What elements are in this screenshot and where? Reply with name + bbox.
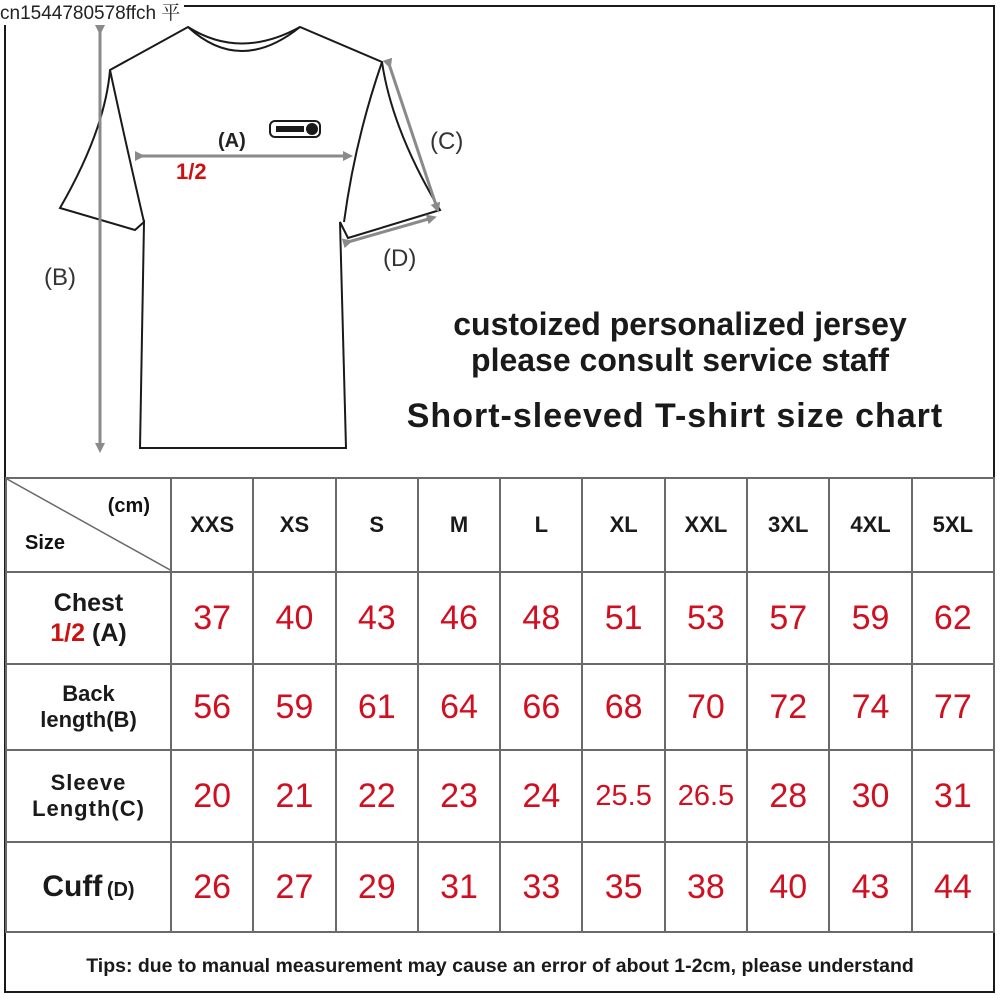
corner-diagonal (7, 479, 172, 571)
unit-label: (cm) (107, 495, 150, 517)
row-label-line: Chest (53, 589, 124, 617)
table-cell: 40 (253, 572, 335, 664)
row-label-half: 1/2 (50, 619, 86, 647)
table-cell: 26 (171, 842, 253, 932)
table-cell: 29 (336, 842, 418, 932)
row-label-cuff (6, 842, 171, 932)
heading-line-1: custoized personalized jersey (453, 306, 907, 342)
size-header-row (6, 478, 994, 572)
table-cell: 46 (418, 572, 500, 664)
chart-title: Short-sleeved T-shirt size chart (406, 397, 944, 435)
table-cell: 30 (829, 750, 911, 842)
size-5xl: 5XL (912, 478, 994, 572)
label-d: (D) (383, 245, 417, 272)
size-4xl: 4XL (829, 478, 911, 572)
table-cell: 26.5 (665, 750, 747, 842)
label-half: 1/2 (176, 159, 207, 184)
size-3xl: 3XL (747, 478, 829, 572)
row-label-sleeve-length (6, 750, 171, 842)
table-cell: 61 (336, 664, 418, 750)
size-s: S (336, 478, 418, 572)
table-row-back-length (6, 664, 994, 750)
table-cell: 27 (253, 842, 335, 932)
table-row-sleeve-length (6, 750, 994, 842)
table-cell: 22 (336, 750, 418, 842)
table-cell: 59 (829, 572, 911, 664)
table-cell: 66 (500, 664, 582, 750)
table-cell: 23 (418, 750, 500, 842)
corner-cell (6, 478, 171, 572)
table-cell: 59 (253, 664, 335, 750)
table-cell: 44 (912, 842, 994, 932)
table-cell: 72 (747, 664, 829, 750)
size-l: L (500, 478, 582, 572)
size-xxl: XXL (665, 478, 747, 572)
size-label: Size (25, 532, 66, 554)
table-cell: 35 (582, 842, 664, 932)
table-cell: 21 (253, 750, 335, 842)
row-label-line: Back (62, 680, 115, 706)
row-label-line: Sleeve (50, 769, 127, 795)
watermark-text: cn1544780578ffch 平 (0, 0, 184, 25)
size-xxs: XXS (171, 478, 253, 572)
table-cell: 62 (912, 572, 994, 664)
table-cell: 77 (912, 664, 994, 750)
logo-icon (270, 121, 320, 137)
table-cell: 51 (582, 572, 664, 664)
table-cell: 25.5 (582, 750, 664, 842)
table-row-cuff (6, 842, 994, 932)
size-xs: XS (253, 478, 335, 572)
label-b: (B) (44, 264, 76, 291)
table-cell: 31 (418, 842, 500, 932)
label-c: (C) (430, 128, 464, 155)
table-cell: 33 (500, 842, 582, 932)
table-cell: 64 (418, 664, 500, 750)
row-label-line: Length(C) (32, 796, 145, 821)
table-cell: 53 (665, 572, 747, 664)
table-cell: 74 (829, 664, 911, 750)
size-m: M (418, 478, 500, 572)
tshirt-outline (60, 27, 440, 448)
row-label-main: Cuff (42, 870, 103, 903)
size-xl: XL (582, 478, 664, 572)
table-cell: 70 (665, 664, 747, 750)
table-cell: 31 (912, 750, 994, 842)
table-cell: 68 (582, 664, 664, 750)
table-cell: 28 (747, 750, 829, 842)
row-label-chest (6, 572, 171, 664)
row-label-suffix: (A) (85, 619, 127, 647)
heading-line-2: please consult service staff (471, 342, 889, 378)
row-label-line: length(B) (40, 707, 137, 732)
row-label-suffix: (D) (106, 879, 135, 901)
table-cell: 48 (500, 572, 582, 664)
table-cell: 43 (336, 572, 418, 664)
size-table (5, 477, 995, 933)
table-cell: 57 (747, 572, 829, 664)
table-cell: 40 (747, 842, 829, 932)
row-label-back-length (6, 664, 171, 750)
table-cell: 43 (829, 842, 911, 932)
table-cell: 24 (500, 750, 582, 842)
label-a: (A) (218, 130, 246, 152)
table-cell: 37 (171, 572, 253, 664)
tips-note: Tips: due to manual measurement may cause an error of about 1-2cm, please understand (86, 955, 914, 977)
table-cell: 20 (171, 750, 253, 842)
table-cell: 38 (665, 842, 747, 932)
table-row-chest (6, 572, 994, 664)
table-cell: 56 (171, 664, 253, 750)
